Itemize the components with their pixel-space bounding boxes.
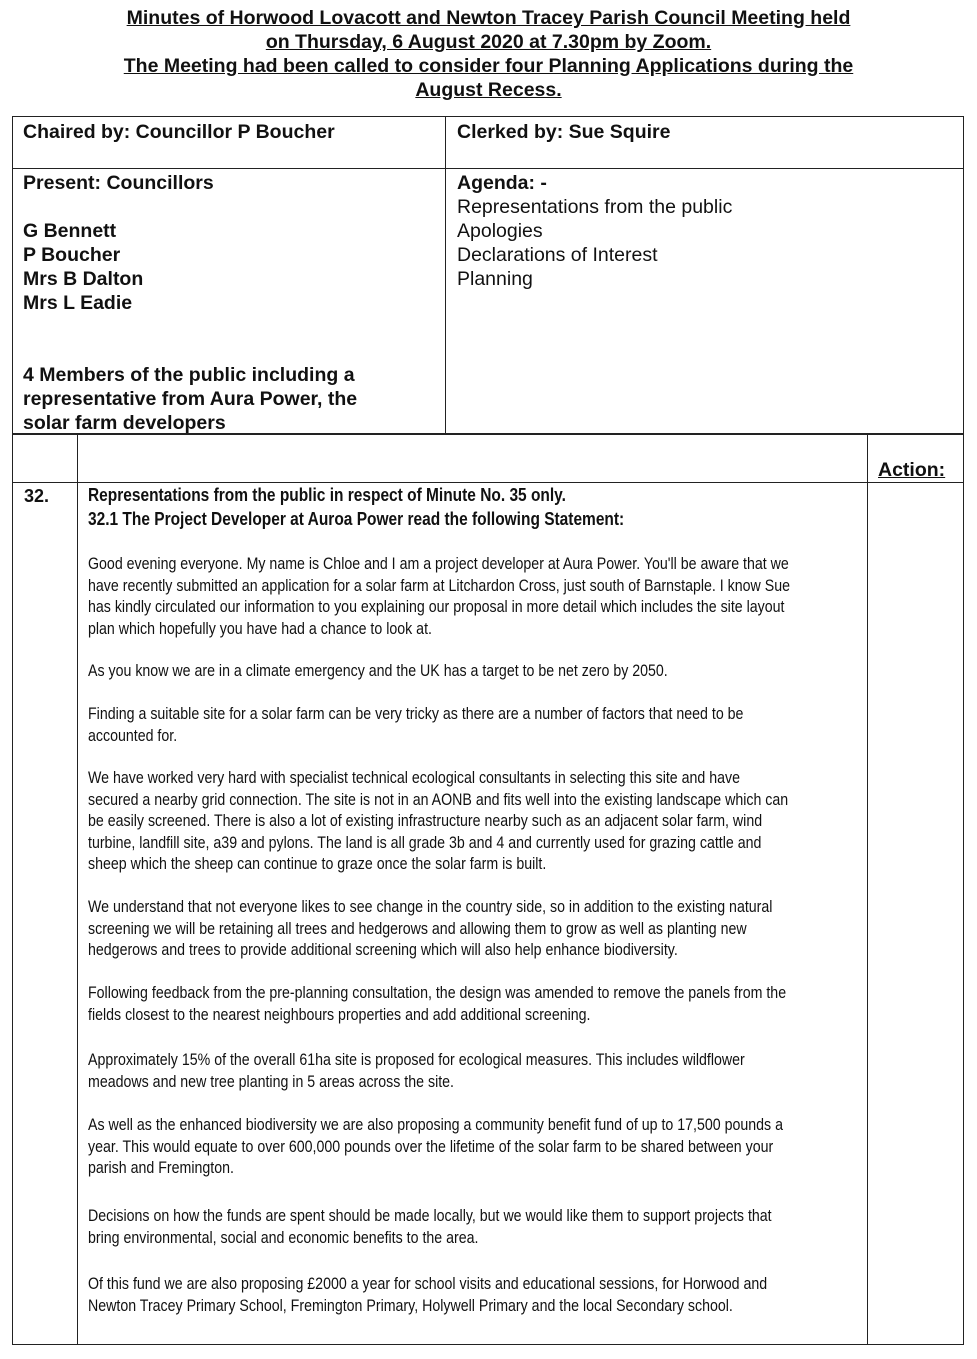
clerked-by: Clerked by: Sue Squire [457, 121, 671, 143]
text-line: Newton Tracey Primary School, Fremington Primary, Holywell Primary and the local Secondary school. [88, 1296, 733, 1315]
councillor-4: Mrs L Eadie [23, 292, 133, 314]
text-line: Following feedback from the pre-planning consultation, the design was amended to remove the panels from the [88, 984, 787, 1002]
councillor-1: G Bennett [23, 220, 117, 242]
agenda-label: Agenda: - [457, 172, 547, 194]
text-line: meadows and new tree planting in 5 areas across the site. [88, 1072, 454, 1091]
text-line: secured a nearby grid connection. The site is not in an AONB and fits well into the existing landscape which can [88, 790, 789, 809]
statement-paragraph-6 [88, 983, 862, 1026]
text-line: As you know we are in a climate emergency and the UK has a target to be net zero by 2050. [88, 662, 668, 680]
title-line-4: August Recess. [415, 79, 562, 101]
title-line-1: Minutes of Horwood Lovacott and Newton Tracey Parish Council Meeting held [126, 7, 851, 29]
statement-paragraph-5 [88, 897, 862, 962]
statement-paragraph-1 [88, 554, 862, 640]
text-line: has kindly circulated our information to you explaining our proposal in more detail which includes the site layout [88, 598, 785, 616]
text-line: We understand that not everyone likes to see change in the country side, so in addition to the existing natural [88, 898, 773, 916]
text-line: year. This would equate to over 600,000 pounds over the lifetime of the solar farm to be shared between your [88, 1137, 774, 1156]
councillor-2: P Boucher [23, 244, 121, 266]
statement-paragraph-8 [88, 1115, 862, 1180]
text-line: Of this fund we are also proposing £2000 a year for school visits and educational sessions, for Horwood and [88, 1275, 768, 1293]
text-line: bring environmental, social and economic benefits to the area. [88, 1228, 479, 1247]
title-line-3: The Meeting had been called to consider four Planning Applications during the [123, 55, 854, 77]
statement-paragraph-4 [88, 768, 862, 876]
text-line: Finding a suitable site for a solar farm can be very tricky as there are a number of factors that need to be [88, 705, 744, 723]
minutes-col-divider-2 [867, 434, 868, 1345]
text-line: We have worked very hard with specialist technical ecological consultants in selecting this site and have [88, 769, 741, 787]
agenda-item-1: Representations from the public [457, 196, 733, 218]
public-line-2: representative from Aura Power, the [23, 388, 358, 410]
document-title [60, 6, 917, 102]
text-line: screening we will be retaining all trees and hedgerows and allowing them to grow as well as planting new [88, 919, 747, 938]
statement-paragraph-7 [88, 1050, 862, 1093]
councillor-3: Mrs B Dalton [23, 268, 144, 290]
agenda-item-2: Apologies [457, 220, 543, 242]
chaired-by: Chaired by: Councillor P Boucher [23, 121, 335, 143]
text-line: have recently submitted an application for a solar farm at Litchardon Cross, just south of Barnstaple. I know Sue [88, 576, 790, 595]
text-line: parish and Fremington. [88, 1159, 234, 1177]
public-line-3: solar farm developers [23, 412, 226, 434]
text-line: Good evening everyone. My name is Chloe and I am a project developer at Aura Power. You'll be aware that we [88, 555, 789, 573]
text-line: hedgerows and trees to provide additional screening which will also help enhance biodiversity. [88, 941, 678, 959]
title-line-2: on Thursday, 6 August 2020 at 7.30pm by Zoom. [265, 31, 712, 53]
header-divider-h [12, 168, 964, 169]
statement-paragraph-9 [88, 1206, 862, 1249]
action-column-header: Action: [878, 459, 946, 481]
public-line-1: 4 Members of the public including a [23, 364, 355, 386]
text-line: plan which hopefully you have had a chance to look at. [88, 619, 432, 638]
text-line: be easily screened. There is also a lot of existing infrastructure nearby such as an adjacent solar farm, wind [88, 812, 763, 830]
present-label: Present: Councillors [23, 172, 214, 194]
text-line: Decisions on how the funds are spent should be made locally, but we would like them to support projects that [88, 1207, 772, 1225]
statement-paragraph-2 [88, 661, 862, 683]
item-number: 32. [24, 486, 50, 506]
agenda-item-3: Declarations of Interest [457, 244, 658, 266]
item-heading-1: Representations from the public in respect of Minute No. 35 only. [88, 485, 566, 505]
statement-paragraph-3 [88, 704, 862, 747]
text-line: As well as the enhanced biodiversity we are also proposing a community benefit fund of up to 17,500 pounds a [88, 1116, 783, 1134]
item-heading-2: 32.1 The Project Developer at Auroa Power read the following Statement: [88, 509, 625, 529]
header-divider-v [445, 116, 446, 434]
minutes-col-divider-1 [77, 434, 78, 1345]
text-line: Approximately 15% of the overall 61ha site is proposed for ecological measures. This includes wildflower [88, 1051, 745, 1069]
text-line: accounted for. [88, 726, 178, 745]
text-line: sheep which the sheep can continue to graze once the solar farm is built. [88, 855, 547, 873]
agenda-item-4: Planning [457, 268, 533, 290]
minutes-header-divider [12, 482, 964, 483]
text-line: turbine, landfill site, a39 and pylons. The land is all grade 3b and 4 and currently used for grazing cattle and [88, 833, 762, 852]
statement-paragraph-10 [88, 1274, 862, 1317]
text-line: fields closest to the nearest neighbours properties and add additional screening. [88, 1005, 591, 1024]
